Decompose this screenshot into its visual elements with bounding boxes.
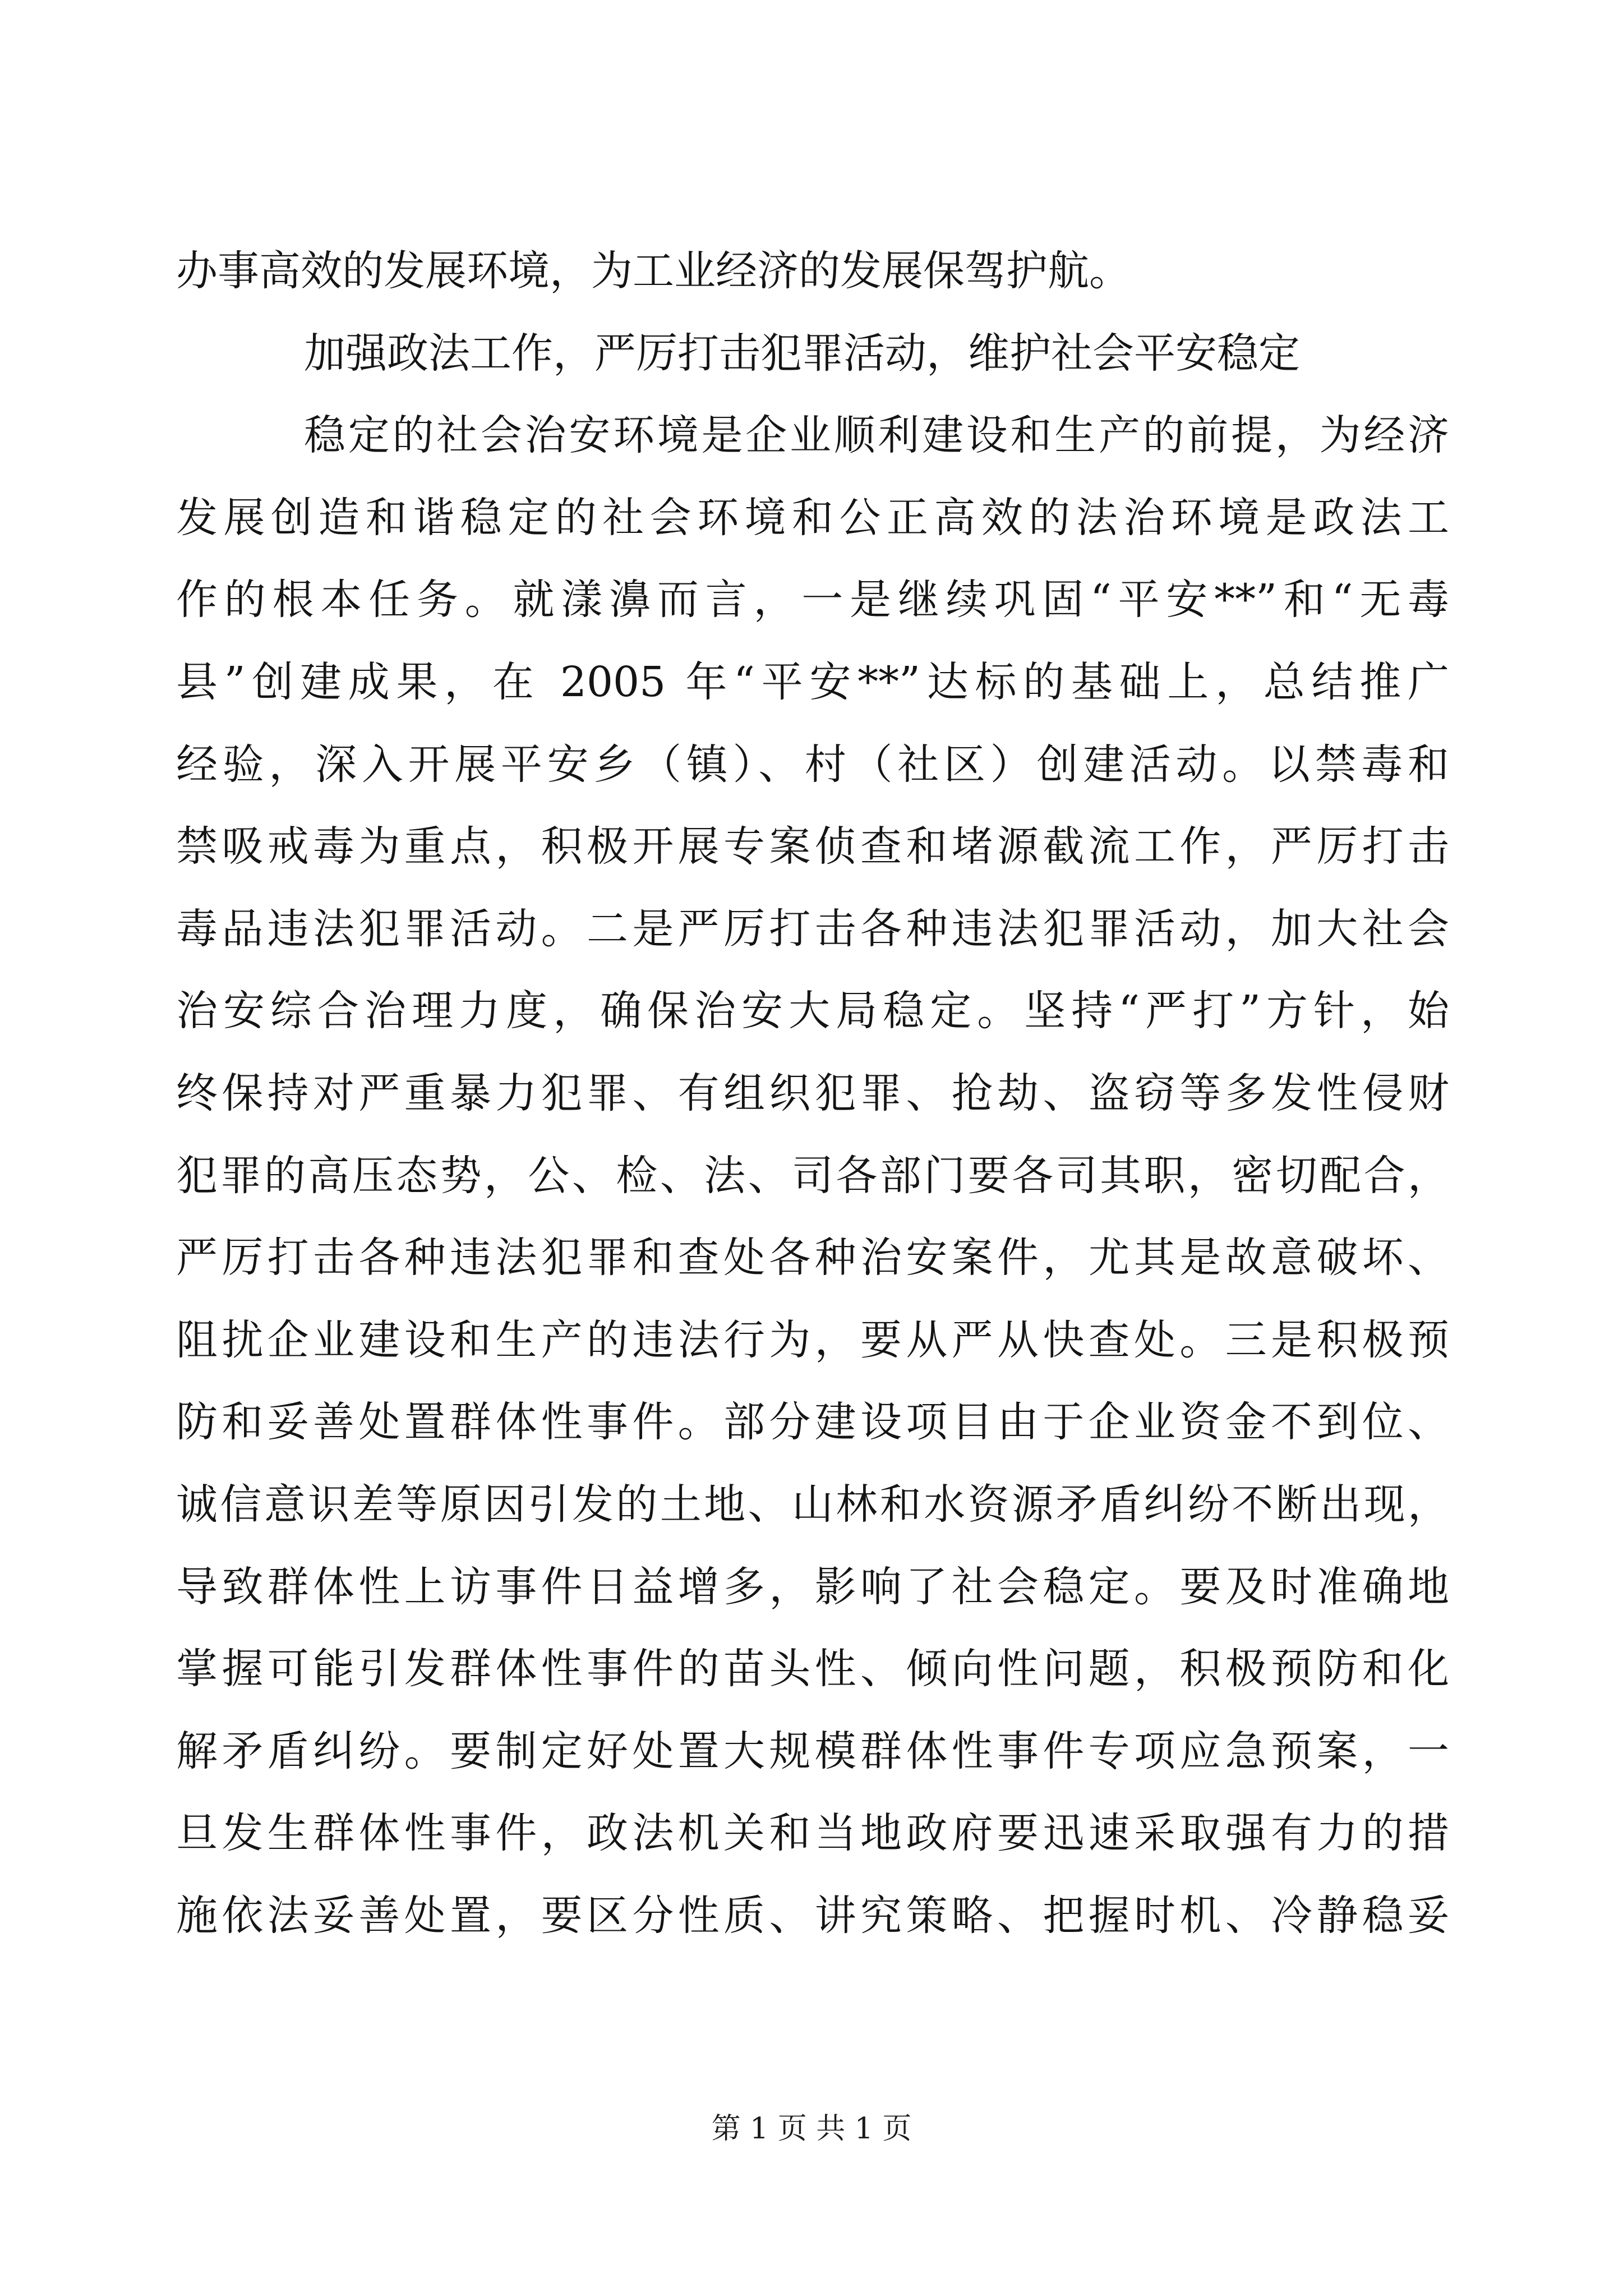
text-line: 毒品违法犯罪活动。二是严厉打击各种违法犯罪活动，加大社会 (176, 904, 1449, 953)
text-line: 防和妥善处置群体性事件。部分建设项目由于企业资金不到位、 (176, 1398, 1449, 1447)
text-line: 终保持对严重暴力犯罪、有组织犯罪、抢劫、盗窃等多发性侵财 (176, 1069, 1449, 1117)
page-number-footer: 第 1 页 共 1 页 (711, 2112, 912, 2146)
text-line: 稳定的社会治安环境是企业顺利建设和生产的前提，为经济 (304, 411, 1449, 460)
text-line: 县”创建成果，在 2005 年“平安**”达标的基础上，总结推广 (176, 657, 1449, 706)
text-line: 禁吸戒毒为重点，积极开展专案侦查和堵源截流工作，严厉打击 (176, 822, 1449, 871)
text-line: 解矛盾纠纷。要制定好处置大规模群体性事件专项应急预案，一 (176, 1727, 1449, 1775)
text-line: 经验，深入开展平安乡（镇）、村（社区）创建活动。以禁毒和 (176, 740, 1449, 789)
text-line: 施依法妥善处置，要区分性质、讲究策略、把握时机、冷静稳妥 (176, 1891, 1449, 1940)
text-line: 作的根本任务。就漾濞而言，一是继续巩固“平安**”和“无毒 (176, 576, 1449, 624)
text-line: 严厉打击各种违法犯罪和查处各种治安案件，尤其是故意破坏、 (176, 1234, 1449, 1282)
text-line: 治安综合治理力度，确保治安大局稳定。坚持“严打”方针，始 (176, 987, 1449, 1036)
text-line: 诚信意识差等原因引发的土地、山林和水资源矛盾纠纷不断出现， (176, 1480, 1449, 1529)
text-line: 犯罪的高压态势，公、检、法、司各部门要各司其职，密切配合， (176, 1151, 1449, 1200)
text-line: 掌握可能引发群体性事件的苗头性、倾向性问题，积极预防和化 (176, 1645, 1449, 1694)
text-line: 阻扰企业建设和生产的违法行为，要从严从快查处。三是积极预 (176, 1315, 1449, 1364)
section-heading: 加强政法工作，严厉打击犯罪活动，维护社会平安稳定 (304, 329, 1300, 378)
body-text (176, 230, 1449, 1957)
text-line: 发展创造和谐稳定的社会环境和公正高效的法治环境是政法工 (176, 493, 1449, 542)
text-line: 办事高效的发展环境，为工业经济的发展保驾护航。 (176, 247, 1131, 295)
text-line: 导致群体性上访事件日益增多，影响了社会稳定。要及时准确地 (176, 1562, 1449, 1611)
text-line: 旦发生群体性事件，政法机关和当地政府要迅速采取强有力的措 (176, 1809, 1449, 1858)
